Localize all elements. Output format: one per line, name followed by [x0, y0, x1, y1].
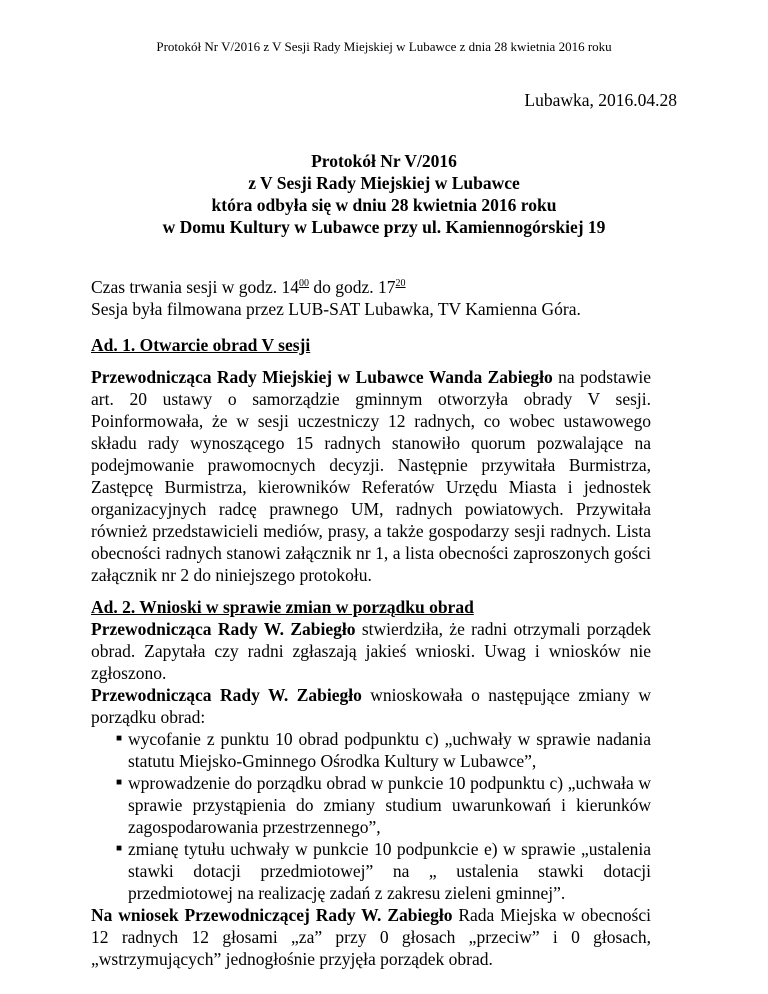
end-hour: 17	[378, 277, 396, 297]
section-1-text: na podstawie art. 20 ustawy o samorządzie gminnym otworzyła obrady V sesji. Poinformowała, że w sesji uczestniczy 12 radnych, co wobec ustawowego składu rady wynoszącego 15 radnych stanowiło quorum pozwalające na podejmowanie prawomocnych decyzji. Następnie przywitała Burmistrza, Zastępcę Burmistrza, kierowników Referatów Urzędu Miasta i jednostek organizacyjnych radcę prawnego UM, radnych powiatowych. Przywitała również przedstawicieli mediów, prasy, a także gospodarzy sesji radnych. Lista obecności radnych stanowi załącznik nr 1, a lista obecności zaproszonych gości załącznik nr 2 do niniejszego protokołu.	[91, 367, 651, 585]
section-2-heading: Ad. 2. Wnioski w sprawie zmian w porządku obrad	[91, 597, 474, 617]
place-and-date: Lubawka, 2016.04.28	[524, 90, 677, 110]
title-line-2: z V Sesji Rady Miejskiej w Lubawce	[248, 173, 520, 193]
running-header: Protokół Nr V/2016 z V Sesji Rady Miejskiej w Lubawce z dnia 28 kwietnia 2016 roku	[156, 39, 612, 54]
section-2-paragraph-2	[91, 684, 651, 728]
square-bullet-icon: ■	[116, 733, 123, 744]
duration-mid: do godz.	[309, 277, 379, 297]
section-2-paragraph-3	[91, 904, 651, 970]
list-item-text: wprowadzenie do porządku obrad w punkcie 10 podpunktu c) „uchwała w sprawie przystąpienia do zmiany studium uwarunkowań i kierunków zagospodarowania przestrzennego”,	[128, 773, 651, 837]
square-bullet-icon: ■	[116, 843, 123, 854]
document-title	[0, 150, 768, 238]
start-hour: 14	[281, 277, 300, 297]
section-2-p2-text: wnioskowała o następujące zmiany w porządku obrad:	[91, 685, 651, 727]
section-2-p2-lead: Przewodnicząca Rady W. Zabiegło	[91, 685, 362, 705]
list-item	[91, 772, 651, 838]
title-line-4: w Domu Kultury w Lubawce przy ul. Kamiennogórskiej 19	[162, 217, 606, 237]
list-item-text: zmianę tytułu uchwały w punkcie 10 podpunkcie e) w sprawie „ustalenia stawki dotacji przedmiotowej” na „ ustalenia stawki dotacji przedmiotowej na realizację zadań z zakresu zieleni gminnej”.	[128, 839, 651, 903]
duration-prefix: Czas trwania sesji w godz.	[91, 277, 282, 297]
title-line-1: Protokół Nr V/2016	[311, 151, 457, 171]
section-2-p3-lead: Na wniosek Przewodniczącej Rady W. Zabiegło	[91, 905, 453, 925]
section-2-p1-lead: Przewodnicząca Rady W. Zabiegło	[91, 619, 356, 639]
list-item-text: wycofanie z punktu 10 obrad podpunktu c) „uchwały w sprawie nadania statutu Miejsko-Gminnego Ośrodka Kultury w Lubawce”,	[128, 729, 651, 771]
section-2-p1-text: stwierdziła, że radni otrzymali porządek obrad. Zapytała czy radni zgłaszają jakieś wnioski. Uwag i wniosków nie zgłoszono.	[91, 619, 651, 683]
section-1-paragraph	[91, 366, 651, 586]
section-2-p3-text: Rada Miejska w obecności 12 radnych 12 głosami „za” przy 0 głosach „przeciw” i 0 głosach, „wstrzymujących” jednogłośnie przyjęła porządek obrad.	[91, 905, 651, 969]
document-body	[91, 276, 651, 970]
agenda-changes-list	[91, 728, 651, 904]
title-line-3: która odbyła się w dniu 28 kwietnia 2016 roku	[211, 195, 557, 215]
section-1-heading: Ad. 1. Otwarcie obrad V sesji	[91, 335, 311, 355]
session-duration	[91, 276, 651, 298]
section-1-lead: Przewodnicząca Rady Miejskiej w Lubawce Wanda Zabiegło	[91, 367, 553, 387]
end-minute: 20	[395, 278, 406, 289]
list-item	[91, 728, 651, 772]
list-item	[91, 838, 651, 904]
start-minute: 00	[299, 278, 310, 289]
section-2-paragraph-1	[91, 618, 651, 684]
session-filmed: Sesja była filmowana przez LUB-SAT Lubawka, TV Kamienna Góra.	[91, 299, 581, 319]
square-bullet-icon: ■	[116, 777, 123, 788]
